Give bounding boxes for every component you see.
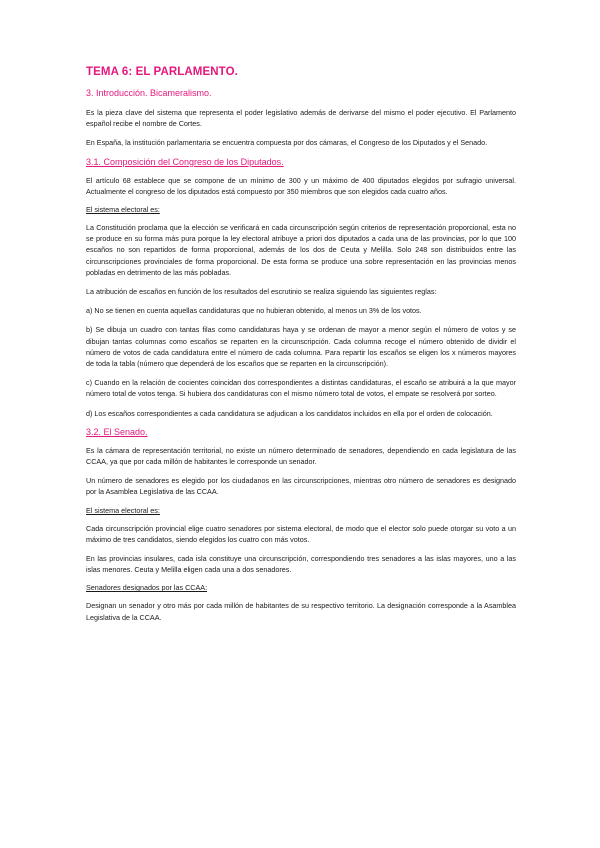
paragraph-atribucion: La atribución de escaños en función de los resultados del escrutinio se realiza siguiendo las siguientes reglas: [86,287,437,297]
heading-sistema-electoral-2: El sistema electoral es: [86,505,160,515]
document-title: TEMA 6: EL PARLAMENTO. [86,66,238,78]
paragraph-senado-2: Un número de senadores es elegido por los ciudadanos en las circunscripciones, mientras otro número de senadores es designado por la Asamblea Legislativa de las CCAA. [86,476,516,497]
paragraph-designan: Designan un senador y otro más por cada millón de habitantes de su respectivo territorio. La designación corresponde a la Asamblea Legislativa de la CCAA. [86,601,516,622]
paragraph-insulares: En las provincias insulares, cada isla constituye una circunscripción, correspondiendo tres senadores a las islas mayores, uno a las islas menores. Ceuta y Melilla eligen cada una a dos senadores. [86,554,516,575]
rule-c: c) Cuando en la relación de cocientes coincidan dos correspondientes a distintas candidaturas, el escaño se atribuirá a la que mayor número total de votos tenga. Si hubiera dos candidaturas con el mismo número total de votos, el empate se resolverá por sorteo. [86,378,516,399]
section-heading-senado: 3.2. El Senado. [86,426,148,437]
paragraph-senado-1: Es la cámara de representación territorial, no existe un número determinado de senadores, dependiendo en cada legislatura de las CCAA, ya que por cada millón de habitantes le corresponde un senador. [86,445,516,467]
paragraph-intro-2: En España, la institución parlamentaria se encuentra compuesta por dos cámaras, el Congreso de los Diputados y el Senado. [86,138,488,148]
paragraph-intro-1: Es la pieza clave del sistema que representa el poder legislativo además de derivarse del mismo el poder ejecutivo. El Parlamento español recibe el nombre de Cortes. [86,108,516,129]
paragraph-constitucion: La Constitución proclama que la elección se verificará en cada circunscripción según criterios de representación proporcional, esta no se produce en su forma más pura porque la ley electoral atribuye a priori dos diputados a cada una de las provincias, por lo que 100 escaños no son repartidos de forma proporcional, además de los dos de Ceuta y Melilla. Solo 248 son distribuidos entre las circunscripciones provinciales de forma proporcional. De esta forma se produce una sobre representación en las provincias menos pobladas en detrimento de las más pobladas. [86,223,516,277]
paragraph-congreso: El artículo 68 establece que se compone de un mínimo de 300 y un máximo de 400 diputados elegidos por sufragio universal. Actualmente el congreso de los diputados está compuesto por 350 miembros que son elegidos cada cuatro años. [86,175,516,196]
rule-b: b) Se dibuja un cuadro con tantas filas como candidaturas haya y se ordenan de mayor a menor según el número de votos y se dibujan tantas columnas como escaños se reparten en la circunscripción. Cada columna recoge el número obtenido de dividir el número de votos de cada candidatura entre el número de cada columna. Para repartir los escaños se eligen los x números mayores de toda la tabla (número que dependerá de los escaños que se reparten en la circunscripción). [86,325,516,369]
document-body [86,66,516,631]
rule-a: a) No se tienen en cuenta aquellas candidaturas que no hubieran obtenido, al menos un 3% de los votos. [86,306,422,316]
rule-d: d) Los escaños correspondientes a cada candidatura se adjudican a los candidatos incluidos en ella por el orden de colocación. [86,408,493,418]
section-heading-intro: 3. Introducción. Bicameralismo. [86,88,212,98]
section-heading-congreso: 3.1. Composición del Congreso de los Diputados. [86,156,284,167]
heading-sistema-electoral-1: El sistema electoral es: [86,205,160,215]
paragraph-circunscripcion: Cada circunscripción provincial elige cuatro senadores por sistema electoral, de modo que el elector solo puede otorgar su voto a un máximo de tres candidatos, siendo elegidos los cuatro con más votos. [86,523,516,544]
heading-senadores-designados: Senadores designados por las CCAA: [86,583,208,593]
